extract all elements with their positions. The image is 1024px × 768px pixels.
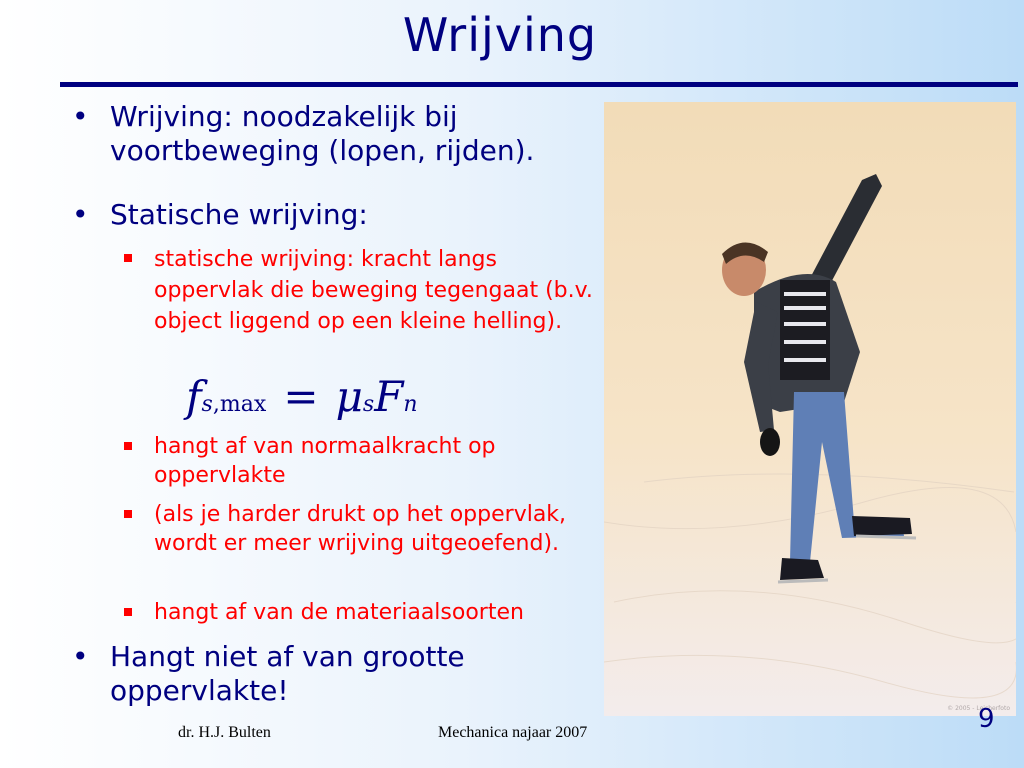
formula-f: f bbox=[186, 372, 202, 421]
footer-course: Mechanica najaar 2007 bbox=[438, 724, 588, 741]
ice-skater-illustration bbox=[604, 102, 1016, 716]
ice-skater-photo bbox=[604, 102, 1016, 716]
title-divider bbox=[60, 82, 1018, 87]
bullet-not-surface-size bbox=[72, 640, 598, 708]
photo-credit: © 2005 - Leicherfoto bbox=[947, 705, 1010, 712]
sub-bullet-text: statische wrijving: kracht langs oppervlak die beweging tegengaat (b.v. object liggend op een kleine helling). bbox=[154, 247, 593, 334]
bullet-text: Statische wrijving: bbox=[110, 198, 368, 231]
bullet-dot: • bbox=[72, 640, 89, 673]
formula-F-sub: n bbox=[403, 392, 418, 417]
sub-bullet-marker bbox=[124, 442, 132, 450]
sub-bullet-normal-force bbox=[124, 432, 604, 490]
formula-mu-sub: s bbox=[362, 392, 375, 417]
sub-bullet-materials bbox=[124, 598, 604, 627]
sub-bullet-text: (als je harder drukt op het oppervlak, wordt er meer wrijving uitgeoefend). bbox=[154, 502, 567, 556]
formula-mu: μ bbox=[335, 372, 363, 421]
sub-bullet-marker bbox=[124, 254, 132, 262]
bullet-friction-necessary bbox=[72, 100, 598, 168]
sub-bullet-text: hangt af van normaalkracht op oppervlakte bbox=[154, 434, 496, 488]
sub-bullet-marker bbox=[124, 510, 132, 518]
formula-F: F bbox=[374, 372, 404, 421]
footer-author: dr. H.J. Bulten bbox=[178, 724, 271, 741]
sub-bullet-marker bbox=[124, 608, 132, 616]
bullet-text: Hangt niet af van grootte oppervlakte! bbox=[110, 640, 465, 707]
bullet-static-friction bbox=[72, 198, 598, 232]
formula-f-sub-s: s bbox=[201, 392, 213, 417]
formula-equals: = bbox=[283, 372, 319, 421]
slide-title: Wrijving bbox=[402, 8, 598, 62]
sub-bullet-text: hangt af van de materiaalsoorten bbox=[154, 600, 524, 625]
sub-bullet-press-harder bbox=[124, 500, 604, 558]
slide-number: 9 bbox=[978, 704, 995, 734]
formula-f-sub-max: ,max bbox=[212, 392, 267, 417]
bullet-dot: • bbox=[72, 198, 89, 231]
sub-bullet-definition bbox=[124, 244, 604, 337]
bullet-dot: • bbox=[72, 100, 89, 133]
friction-formula bbox=[186, 372, 418, 421]
bullet-text: Wrijving: noodzakelijk bij voortbeweging (lopen, rijden). bbox=[110, 100, 535, 167]
